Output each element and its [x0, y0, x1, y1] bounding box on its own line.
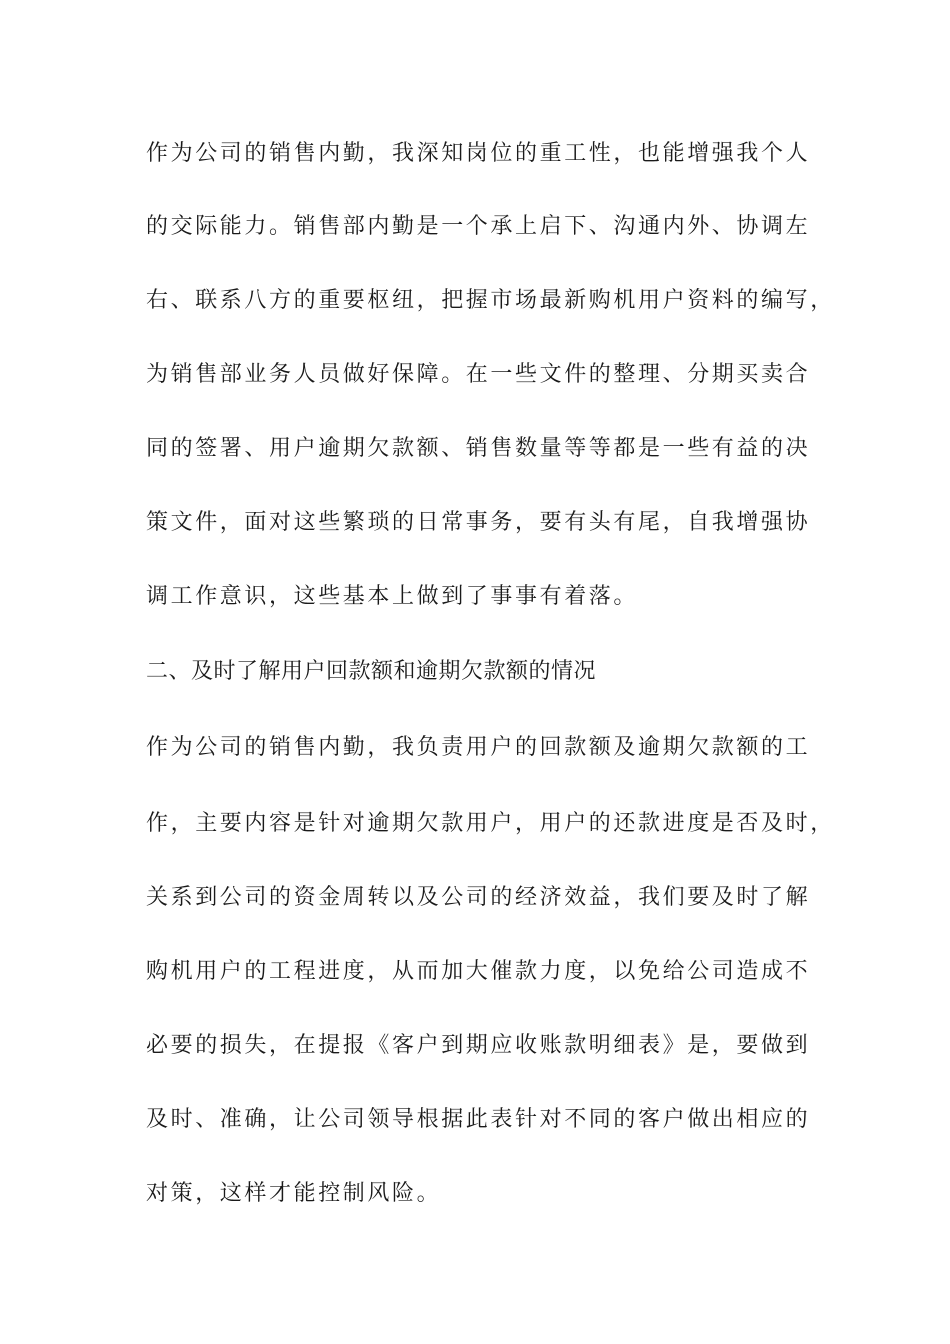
paragraph-1-line-3: 右、联系八方的重要枢纽，把握市场最新购机用户资料的编写，	[146, 288, 835, 313]
paragraph-1-line-4: 为销售部业务人员做好保障。在一些文件的整理、分期买卖合	[146, 362, 811, 387]
paragraph-2-line-7: 对策，这样才能控制风险。	[146, 1181, 442, 1206]
paragraph-2-line-6: 及时、准确，让公司领导根据此表针对不同的客户做出相应的	[146, 1107, 811, 1132]
paragraph-2-line-3: 关系到公司的资金周转以及公司的经济效益，我们要及时了解	[146, 885, 811, 910]
paragraph-1-line-7: 调工作意识，这些基本上做到了事事有着落。	[146, 584, 639, 609]
paragraph-1-line-1: 作为公司的销售内勤，我深知岗位的重工性，也能增强我个人	[146, 141, 811, 166]
paragraph-2-line-1: 作为公司的销售内勤，我负责用户的回款额及逾期欠款额的工	[146, 735, 811, 760]
paragraph-2-line-4: 购机用户的工程进度，从而加大催款力度，以免给公司造成不	[146, 959, 811, 984]
paragraph-2-line-5: 必要的损失，在提报《客户到期应收账款明细表》是，要做到	[146, 1033, 811, 1058]
paragraph-1-line-2: 的交际能力。销售部内勤是一个承上启下、沟通内外、协调左	[146, 214, 811, 239]
paragraph-1-line-5: 同的签署、用户逾期欠款额、销售数量等等都是一些有益的决	[146, 436, 811, 461]
section-heading: 二、及时了解用户回款额和逾期欠款额的情况	[146, 659, 597, 684]
paragraph-2-line-2: 作，主要内容是针对逾期欠款用户，用户的还款进度是否及时，	[146, 811, 835, 836]
paragraph-1-line-6: 策文件，面对这些繁琐的日常事务，要有头有尾，自我增强协	[146, 510, 811, 535]
